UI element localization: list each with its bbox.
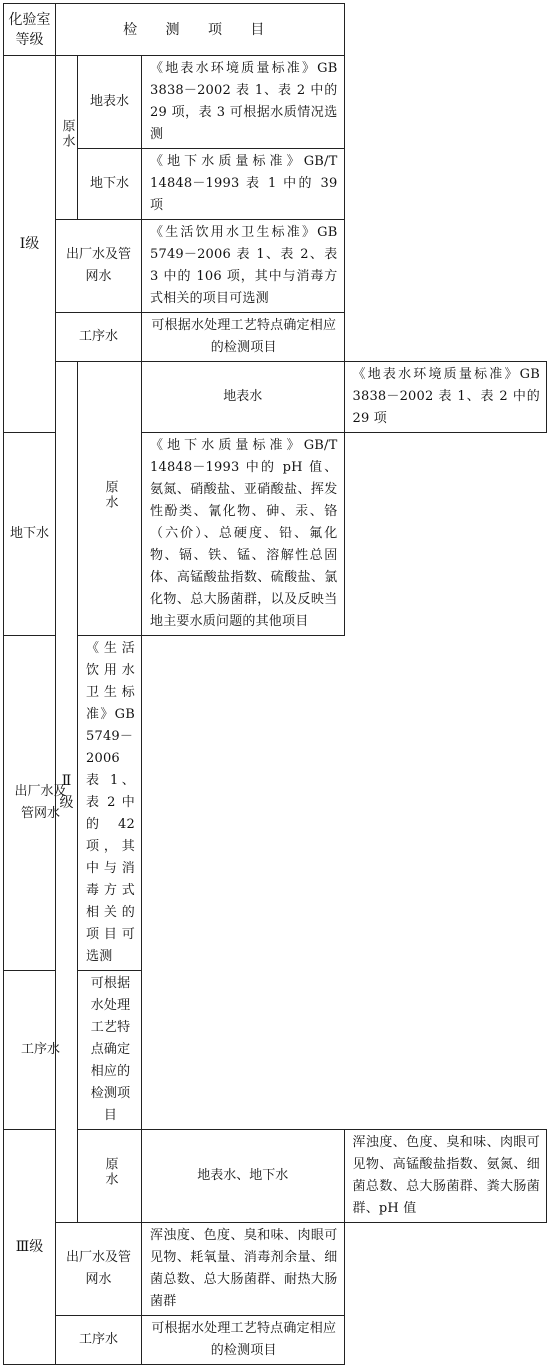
source-cell: 出厂水及管网水 <box>4 636 78 971</box>
source-cell: 出厂水及管网水 <box>56 1223 142 1316</box>
table-row <box>4 362 547 433</box>
level-label: Ⅲ级 <box>4 1130 56 1365</box>
lab-level-test-items-table <box>3 3 547 1365</box>
description-cell: 《地下水质量标准》GB/T 14848－1993 中的 pH 值、氨氮、硝酸盐、亚硝酸盐、挥发性酚类、氰化物、砷、汞、铬（六价）、总硬度、铅、氟化物、镉、铁、锰、溶解性总固体、高锰酸盐指数、硫酸盐、氯化物、总大肠菌群，以及反映当地主要水质问题的其他项目 <box>142 433 345 636</box>
table-row <box>4 1316 547 1365</box>
raw-water-label: 原水 <box>78 362 142 636</box>
header-lab-level: 化验室等级 <box>4 4 56 56</box>
description-cell: 浑浊度、色度、臭和味、肉眼可见物、高锰酸盐指数、氨氮、细菌总数、总大肠菌群、粪大肠菌群、pH 值 <box>344 1130 547 1223</box>
description-cell: 《地表水环境质量标准》GB 3838－2002 表 1、表 2 中的 29 项 <box>344 362 547 433</box>
source-cell: 工序水 <box>56 1316 142 1365</box>
source-cell: 地表水 <box>78 56 142 149</box>
source-cell: 地下水 <box>4 433 56 636</box>
raw-water-label: 原水 <box>78 1130 142 1223</box>
header-test-items: 检 测 项 目 <box>56 4 345 56</box>
table-row <box>4 636 547 971</box>
source-cell: 工序水 <box>56 313 142 362</box>
table-row <box>4 1130 547 1223</box>
description-cell: 《生活饮用水卫生标准》GB 5749－2006 表 1、表 2、表 3 中的 106 项，其中与消毒方式相关的项目可选测 <box>142 220 345 313</box>
description-cell: 可根据水处理工艺特点确定相应的检测项目 <box>142 1316 345 1365</box>
source-cell: 工序水 <box>4 971 78 1130</box>
description-cell: 浑浊度、色度、臭和味、肉眼可见物、耗氧量、消毒剂余量、细菌总数、总大肠菌群、耐热大肠菌群 <box>142 1223 345 1316</box>
source-cell: 地表水 <box>142 362 345 433</box>
source-cell: 地表水、地下水 <box>142 1130 345 1223</box>
table-row <box>4 149 547 220</box>
description-cell: 《地下水质量标准》GB/T 14848－1993 表 1 中的 39 项 <box>142 149 345 220</box>
level-label: Ⅱ级 <box>56 362 78 1223</box>
source-cell: 地下水 <box>78 149 142 220</box>
description-cell: 《生活饮用水卫生标准》GB 5749－2006 表 1、表 2 中的 42 项，其中与消毒方式相关的项目可选测 <box>78 636 142 971</box>
source-cell: 出厂水及管网水 <box>56 220 142 313</box>
raw-water-label: 原水 <box>56 56 78 220</box>
description-cell: 可根据水处理工艺特点确定相应的检测项目 <box>78 971 142 1130</box>
table-row <box>4 220 547 313</box>
table-row <box>4 1223 547 1316</box>
table-row <box>4 971 547 1130</box>
table-header-row <box>4 4 547 56</box>
description-cell: 《地表水环境质量标准》GB 3838－2002 表 1、表 2 中的 29 项，表 3 可根据水质情况选测 <box>142 56 345 149</box>
table-row <box>4 313 547 362</box>
description-cell: 可根据水处理工艺特点确定相应的检测项目 <box>142 313 345 362</box>
level-label: Ⅰ级 <box>4 56 56 433</box>
table-row <box>4 56 547 149</box>
